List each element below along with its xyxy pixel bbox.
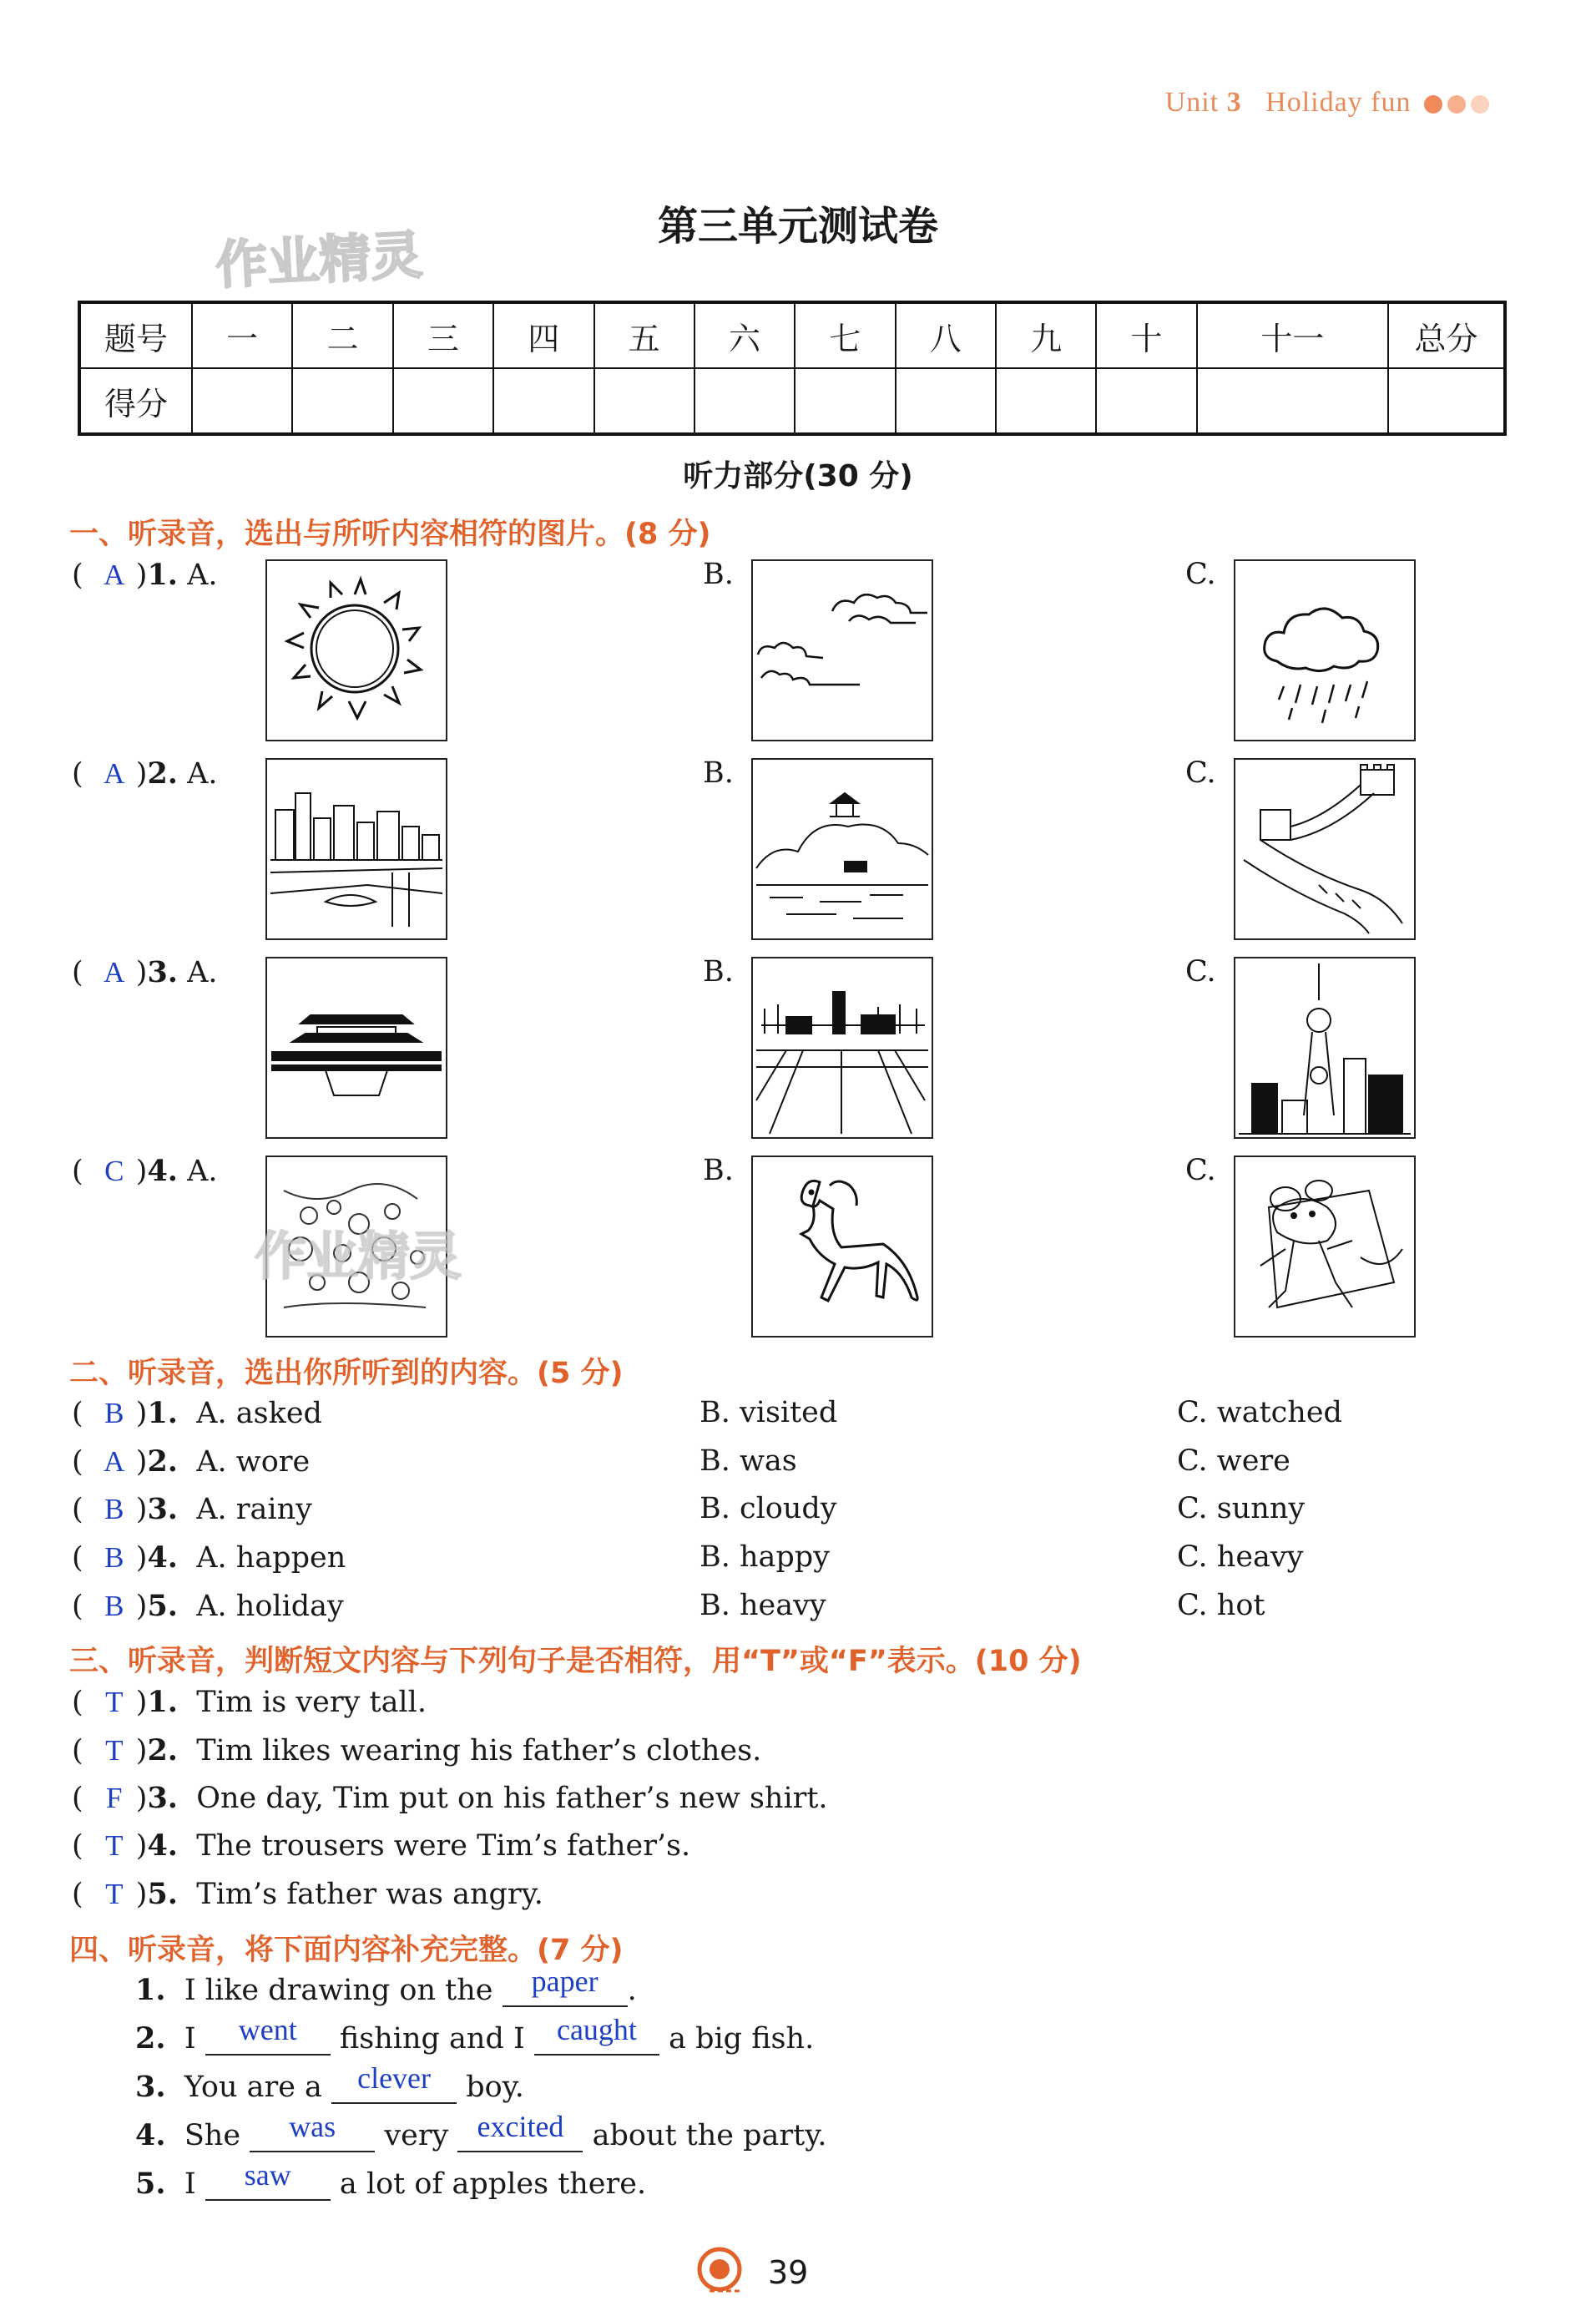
- tower-icon: [1235, 958, 1414, 1137]
- statement: Tim is very tall.: [196, 1686, 427, 1719]
- forbidden-city-picture[interactable]: [265, 957, 447, 1139]
- answer: B: [104, 1397, 124, 1429]
- score-input[interactable]: [896, 368, 996, 434]
- table-cell: 十一: [1197, 302, 1388, 368]
- question-number: 3.: [147, 955, 178, 989]
- option-a: A. holiday: [196, 1590, 344, 1623]
- dot-icon: [1447, 95, 1466, 114]
- tiananmen-square-picture[interactable]: [751, 957, 933, 1139]
- blank-input[interactable]: [205, 2158, 331, 2201]
- answer: A: [104, 559, 125, 591]
- option-b: B. heavy: [700, 1589, 826, 1622]
- option-label: B.: [703, 955, 734, 989]
- table-cell: 得分: [79, 368, 192, 434]
- question-number: 3.: [147, 1781, 178, 1815]
- section-4-heading: 四、听录音，将下面内容补充完整。(7 分): [69, 1934, 624, 1967]
- blank-answer: excited: [477, 2110, 564, 2143]
- statement: One day, Tim put on his father’s new shirt.: [196, 1782, 828, 1815]
- clouds-picture[interactable]: [751, 559, 933, 741]
- sentence-part: a lot of apples there.: [339, 2167, 647, 2201]
- question-number: 1.: [147, 558, 178, 592]
- rain-cloud-picture[interactable]: [1234, 559, 1416, 741]
- table-cell: 三: [393, 302, 493, 368]
- fill-blank-row: [135, 2110, 827, 2152]
- question-number: 2.: [147, 1444, 178, 1479]
- answer: A: [104, 956, 125, 989]
- score-input[interactable]: [594, 368, 694, 434]
- answer: T: [105, 1686, 124, 1718]
- score-input[interactable]: [1096, 368, 1196, 434]
- clouds-icon: [753, 561, 932, 740]
- score-input[interactable]: [292, 368, 392, 434]
- watermark: 作业精灵: [255, 1226, 462, 1287]
- palace-icon: [267, 958, 446, 1137]
- question-number: 2.: [147, 756, 178, 791]
- option-a: A. rainy: [196, 1493, 312, 1526]
- option-c: C. heavy: [1177, 1540, 1304, 1574]
- sentence-part: fishing and I: [339, 2022, 525, 2056]
- option-b: B. visited: [700, 1396, 838, 1429]
- blank-answer: saw: [244, 2158, 291, 2192]
- score-input[interactable]: [1197, 368, 1388, 434]
- blank-input[interactable]: [503, 1965, 628, 2007]
- table-cell: 总分: [1388, 302, 1505, 368]
- question-number: 5.: [147, 1877, 178, 1911]
- option-label: A.: [187, 956, 218, 989]
- statement: Tim’s father was angry.: [196, 1878, 543, 1911]
- question-row: ( A )2. A. wore: [72, 1444, 311, 1479]
- square-icon: [753, 958, 932, 1137]
- score-table: [78, 301, 1507, 436]
- mouse-drawing-picture[interactable]: [1234, 1156, 1416, 1338]
- option-label: C.: [1185, 756, 1216, 790]
- watermark: 作业精灵: [214, 224, 425, 296]
- option-label: A.: [187, 757, 218, 791]
- score-input[interactable]: [694, 368, 795, 434]
- question-number: 1.: [135, 1973, 166, 2007]
- unit-number: 3: [1226, 87, 1242, 118]
- question-number: 5.: [147, 1589, 178, 1623]
- score-input[interactable]: [795, 368, 895, 434]
- option-a: A. wore: [196, 1445, 311, 1479]
- option-c: C. watched: [1177, 1396, 1342, 1429]
- section-1-heading: 一、听录音，选出与所听内容相符的图片。(8 分): [69, 518, 711, 551]
- blank-input[interactable]: [457, 2110, 583, 2152]
- option-c: C. sunny: [1177, 1492, 1306, 1525]
- blank-input[interactable]: [331, 2061, 457, 2104]
- question-row: ( C )4. A.: [72, 1154, 218, 1188]
- option-label: B.: [703, 756, 734, 790]
- section-2-heading: 二、听录音，选出你所听到的内容。(5 分): [69, 1357, 624, 1390]
- question-number: 3.: [135, 2070, 166, 2104]
- sentence-part: I like drawing on the: [184, 1974, 493, 2007]
- option-label: C.: [1185, 955, 1216, 989]
- blank-input[interactable]: [250, 2110, 375, 2152]
- section-3-heading: 三、听录音，判断短文内容与下列句子是否相符，用“T”或“F”表示。(10 分): [69, 1645, 1082, 1678]
- option-b: B. was: [700, 1444, 797, 1478]
- blank-answer: paper: [531, 1965, 598, 1998]
- statement: The trousers were Tim’s father’s.: [196, 1829, 691, 1863]
- oriental-pearl-tower-picture[interactable]: [1234, 957, 1416, 1139]
- answer: C: [104, 1155, 124, 1187]
- unit-header: [1165, 87, 1489, 119]
- question-number: 4.: [147, 1540, 178, 1575]
- option-a: A. asked: [196, 1397, 322, 1430]
- answer: B: [104, 1541, 124, 1574]
- sentence-part: I: [184, 2022, 196, 2056]
- question-number: 3.: [147, 1492, 178, 1526]
- question-row: ( F )3. One day, Tim put on his father’s new shirt.: [72, 1781, 828, 1815]
- question-row: ( T )4. The trousers were Tim’s father’s.: [72, 1828, 691, 1863]
- blank-answer: clever: [357, 2061, 432, 2095]
- option-a: A. happen: [196, 1541, 346, 1575]
- sentence-part: a big fish.: [669, 2022, 815, 2056]
- option-c: C. were: [1177, 1444, 1290, 1478]
- city-icon: [267, 760, 446, 938]
- question-number: 5.: [135, 2167, 166, 2201]
- table-cell: 五: [594, 302, 694, 368]
- question-row: ( A )2. A.: [72, 756, 218, 791]
- question-number: 4.: [147, 1828, 178, 1863]
- table-cell: 九: [996, 302, 1096, 368]
- question-number: 1.: [147, 1685, 178, 1719]
- city-harbour-picture[interactable]: [265, 758, 447, 940]
- fill-blank-row: [135, 2013, 815, 2056]
- question-row: ( T )5. Tim’s father was angry.: [72, 1877, 543, 1911]
- table-cell: 七: [795, 302, 895, 368]
- table-cell: 题号: [79, 302, 192, 368]
- answer: T: [105, 1878, 124, 1910]
- answer: A: [104, 757, 125, 790]
- table-cell: 十: [1096, 302, 1196, 368]
- table-cell: 六: [694, 302, 795, 368]
- blank-answer: was: [289, 2110, 336, 2143]
- question-row: ( B )1. A. asked: [72, 1396, 322, 1430]
- blank-input[interactable]: [534, 2013, 659, 2056]
- great-wall-icon: [1235, 760, 1414, 938]
- fill-blank-row: [135, 2061, 524, 2104]
- answer: A: [104, 1445, 125, 1478]
- fill-blank-row: [135, 2158, 647, 2201]
- option-label: C.: [1185, 558, 1216, 591]
- blank-input[interactable]: [205, 2013, 331, 2056]
- horse-icon: [753, 1157, 932, 1336]
- page-badge: [691, 2244, 758, 2298]
- question-row: ( A )3. A.: [72, 955, 218, 989]
- statement: Tim likes wearing his father’s clothes.: [196, 1734, 762, 1767]
- sentence-part: boy.: [466, 2071, 524, 2104]
- blank-answer: went: [238, 2013, 297, 2046]
- page-number: 39: [768, 2254, 809, 2291]
- sentence-part: about the party.: [592, 2119, 827, 2152]
- pagoda-icon: [753, 760, 932, 938]
- sentence-part: I: [184, 2167, 196, 2201]
- table-cell: 一: [192, 302, 292, 368]
- page-title: 第三单元测试卷: [657, 203, 938, 250]
- score-input[interactable]: [192, 368, 292, 434]
- dot-icon: [1424, 95, 1442, 114]
- score-header-row: [79, 302, 1505, 368]
- answer: T: [105, 1829, 124, 1862]
- blank-answer: caught: [556, 2013, 637, 2046]
- table-cell: 八: [896, 302, 996, 368]
- sentence-part: You are a: [184, 2071, 322, 2104]
- option-label: A.: [187, 1155, 218, 1188]
- question-number: 4.: [147, 1154, 178, 1188]
- answer: B: [104, 1590, 124, 1622]
- score-value-row: [79, 368, 1505, 434]
- option-label: B.: [703, 558, 734, 591]
- question-row: ( T )2. Tim likes wearing his father’s clothes.: [72, 1733, 762, 1767]
- answer: F: [106, 1782, 123, 1814]
- score-input[interactable]: [493, 368, 593, 434]
- question-row: ( T )1. Tim is very tall.: [72, 1685, 427, 1719]
- question-number: 1.: [147, 1396, 178, 1430]
- answer: T: [105, 1734, 124, 1767]
- listening-heading: 听力部分(30 分): [683, 459, 913, 493]
- score-input[interactable]: [393, 368, 493, 434]
- sentence-part: She: [184, 2119, 241, 2152]
- option-label: C.: [1185, 1154, 1216, 1187]
- option-label: B.: [703, 1154, 734, 1187]
- sentence-part: .: [627, 1974, 637, 2007]
- answer: B: [104, 1493, 124, 1525]
- question-row: ( A )1. A.: [72, 558, 218, 592]
- mascot-icon: [691, 2244, 758, 2294]
- sun-icon: [267, 561, 446, 740]
- question-number: 2.: [135, 2021, 166, 2056]
- table-cell: 二: [292, 302, 392, 368]
- sun-picture[interactable]: [265, 559, 447, 741]
- table-cell: 四: [493, 302, 593, 368]
- question-number: 2.: [147, 1733, 178, 1767]
- option-b: B. happy: [700, 1540, 830, 1574]
- sentence-part: very: [384, 2119, 449, 2152]
- rain-cloud-icon: [1235, 561, 1414, 740]
- option-b: B. cloudy: [700, 1492, 837, 1525]
- unit-title: Holiday fun: [1265, 87, 1412, 118]
- mouse-icon: [1235, 1157, 1414, 1336]
- dot-icon: [1471, 95, 1489, 114]
- question-row: ( B )3. A. rainy: [72, 1492, 312, 1526]
- horse-picture[interactable]: [751, 1156, 933, 1338]
- option-c: C. hot: [1177, 1589, 1265, 1622]
- question-row: ( B )4. A. happen: [72, 1540, 346, 1575]
- score-input[interactable]: [1388, 368, 1505, 434]
- option-label: A.: [187, 559, 218, 592]
- great-wall-picture[interactable]: [1234, 758, 1416, 940]
- fill-blank-row: [135, 1965, 637, 2007]
- unit-label: Unit: [1164, 87, 1220, 118]
- score-input[interactable]: [996, 368, 1096, 434]
- west-lake-picture[interactable]: [751, 758, 933, 940]
- question-row: ( B )5. A. holiday: [72, 1589, 344, 1623]
- question-number: 4.: [135, 2118, 166, 2152]
